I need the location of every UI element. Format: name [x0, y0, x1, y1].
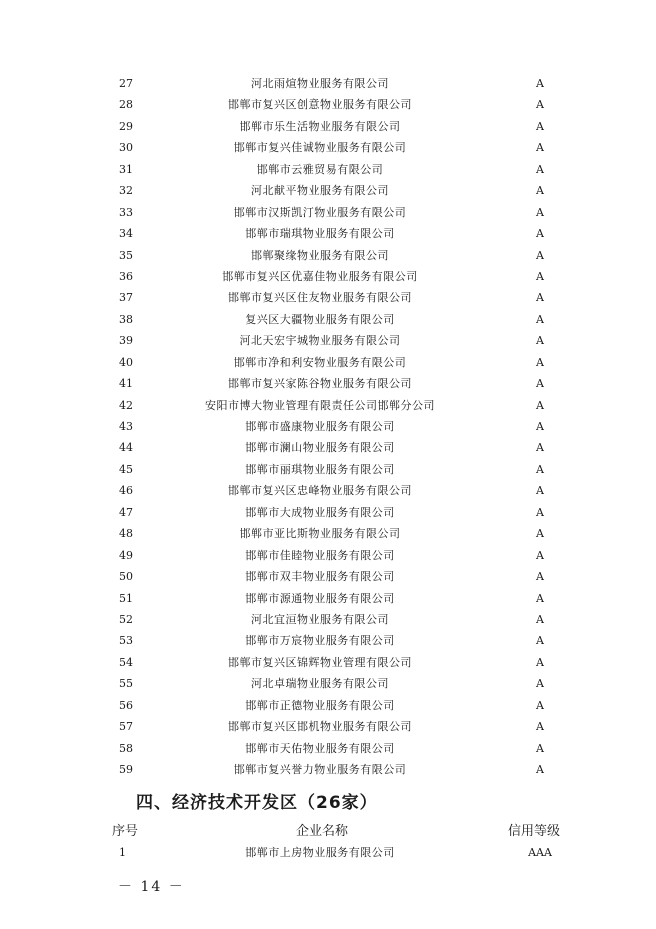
company-name: 邯郸市乐生活物业服务有限公司 [239, 119, 401, 133]
table-row [0, 609, 656, 630]
table-row [0, 116, 656, 137]
row-number: 50 [119, 570, 133, 584]
credit-grade: A [536, 355, 544, 369]
page-number: － 14 － [118, 879, 185, 895]
company-name: 安阳市博大物业管理有限责任公司邯郸分公司 [205, 398, 435, 412]
company-name: 邯郸市佳睦物业服务有限公司 [245, 548, 395, 562]
table-row [0, 652, 656, 673]
table-row [0, 630, 656, 651]
company-name: 邯郸市丽琪物业服务有限公司 [245, 462, 395, 476]
credit-grade: A [536, 570, 544, 584]
header-serial-number: 序号 [112, 824, 139, 839]
row-number: 54 [119, 655, 133, 669]
company-name: 河北天宏宇城物业服务有限公司 [239, 334, 401, 348]
table-row [0, 202, 656, 223]
company-name: 邯郸市净和利安物业服务有限公司 [233, 355, 407, 369]
table-row [0, 73, 656, 94]
section-title: 四、经济技术开发区（26家） [136, 793, 378, 813]
table-row [0, 566, 656, 587]
header-credit-grade: 信用等级 [508, 824, 561, 839]
table-row [0, 545, 656, 566]
table-row [0, 480, 656, 501]
company-name: 邯郸市复兴区优嘉佳物业服务有限公司 [222, 269, 418, 283]
company-name: 邯郸市复兴区创意物业服务有限公司 [228, 98, 412, 112]
credit-grade: A [536, 398, 544, 412]
company-name: 邯郸市复兴家陈谷物业服务有限公司 [228, 377, 412, 391]
row-number: 28 [119, 98, 133, 112]
row-number: 52 [119, 612, 133, 626]
row-number: 37 [119, 291, 133, 305]
credit-grade: A [536, 291, 544, 305]
table-row [0, 330, 656, 351]
credit-grade: A [536, 269, 544, 283]
company-name: 邯郸市云雅贸易有限公司 [256, 162, 384, 176]
row-number: 34 [119, 227, 133, 241]
credit-grade: A [536, 248, 544, 262]
row-number: 43 [119, 420, 133, 433]
table-row [0, 137, 656, 158]
company-list [0, 73, 656, 780]
company-name: 邯郸市复兴佳诚物业服务有限公司 [233, 141, 407, 155]
company-name: 邯郸市亚比斯物业服务有限公司 [239, 527, 401, 541]
credit-grade: A [536, 634, 544, 648]
table-row [0, 842, 656, 863]
table-row [0, 695, 656, 716]
credit-grade: A [536, 98, 544, 112]
row-number: 59 [119, 763, 133, 776]
row-number: 1 [119, 846, 126, 859]
row-number: 56 [119, 698, 133, 712]
table-row [0, 716, 656, 737]
row-number: 57 [119, 720, 133, 734]
company-name: 邯郸市盛康物业服务有限公司 [245, 420, 395, 433]
table-row [0, 759, 656, 780]
row-number: 46 [119, 484, 133, 498]
table-row [0, 459, 656, 480]
row-number: 38 [119, 312, 133, 326]
row-number: 29 [119, 119, 133, 133]
credit-grade: A [536, 548, 544, 562]
row-number: 30 [119, 141, 133, 155]
table-row [0, 309, 656, 330]
row-number: 41 [119, 377, 133, 391]
credit-grade: A [536, 677, 544, 691]
credit-grade: A [536, 184, 544, 198]
table-row [0, 738, 656, 759]
credit-grade: A [536, 612, 544, 626]
table-row [0, 94, 656, 115]
row-number: 47 [119, 505, 133, 519]
credit-grade: A [536, 334, 544, 348]
table-row [0, 416, 656, 437]
row-number: 32 [119, 184, 133, 198]
header-company-name: 企业名称 [296, 824, 349, 839]
company-name: 邯郸市复兴区锦辉物业管理有限公司 [228, 655, 412, 669]
credit-grade: A [536, 312, 544, 326]
row-number: 53 [119, 634, 133, 648]
table-row [0, 245, 656, 266]
table-row [0, 395, 656, 416]
company-name: 邯郸市万宸物业服务有限公司 [245, 634, 395, 648]
credit-grade: A [536, 119, 544, 133]
credit-grade: A [536, 591, 544, 605]
row-number: 31 [119, 162, 133, 176]
company-name: 邯郸市双丰物业服务有限公司 [245, 570, 395, 584]
credit-grade: A [536, 377, 544, 391]
credit-grade: A [536, 484, 544, 498]
credit-grade: A [536, 205, 544, 219]
table-row [0, 502, 656, 523]
credit-grade: A [536, 462, 544, 476]
row-number: 40 [119, 355, 133, 369]
table-row [0, 673, 656, 694]
company-name: 邯郸市复兴区忠峰物业服务有限公司 [228, 484, 412, 498]
table-row [0, 223, 656, 244]
company-name: 复兴区大疆物业服务有限公司 [245, 312, 395, 326]
table-row [0, 159, 656, 180]
row-number: 27 [119, 77, 133, 90]
company-name: 河北卓瑞物业服务有限公司 [251, 677, 389, 691]
credit-grade: AAA [528, 846, 552, 859]
company-name: 邯郸市复兴区邯机物业服务有限公司 [228, 720, 412, 734]
credit-grade: A [536, 162, 544, 176]
row-number: 42 [119, 398, 133, 412]
row-number: 55 [119, 677, 133, 691]
company-name: 河北雨煊物业服务有限公司 [251, 77, 389, 90]
credit-grade: A [536, 720, 544, 734]
credit-grade: A [536, 441, 544, 455]
table-row [0, 352, 656, 373]
credit-grade: A [536, 655, 544, 669]
table-row [0, 588, 656, 609]
company-name: 邯郸市正德物业服务有限公司 [245, 698, 395, 712]
credit-grade: A [536, 763, 544, 776]
company-name: 河北宜洹物业服务有限公司 [251, 612, 389, 626]
credit-grade: A [536, 527, 544, 541]
row-number: 49 [119, 548, 133, 562]
credit-grade: A [536, 505, 544, 519]
credit-grade: A [536, 141, 544, 155]
row-number: 33 [119, 205, 133, 219]
credit-grade: A [536, 741, 544, 755]
row-number: 58 [119, 741, 133, 755]
row-number: 36 [119, 269, 133, 283]
company-name: 河北献平物业服务有限公司 [251, 184, 389, 198]
row-number: 35 [119, 248, 133, 262]
company-name: 邯郸市大成物业服务有限公司 [245, 505, 395, 519]
company-name: 邯郸聚缘物业服务有限公司 [251, 248, 389, 262]
credit-grade: A [536, 420, 544, 433]
row-number: 44 [119, 441, 133, 455]
company-name: 邯郸市天佑物业服务有限公司 [245, 741, 395, 755]
credit-grade: A [536, 227, 544, 241]
row-number: 51 [119, 591, 133, 605]
credit-grade: A [536, 698, 544, 712]
table-row [0, 523, 656, 544]
table-row [0, 373, 656, 394]
company-name: 邯郸市源通物业服务有限公司 [245, 591, 395, 605]
company-name: 邯郸市汉斯凯汀物业服务有限公司 [233, 205, 407, 219]
table-row [0, 437, 656, 458]
table-row [0, 287, 656, 308]
company-name: 邯郸市上房物业服务有限公司 [245, 846, 395, 859]
row-number: 39 [119, 334, 133, 348]
company-name: 邯郸市复兴区住友物业服务有限公司 [228, 291, 412, 305]
row-number: 48 [119, 527, 133, 541]
table-row [0, 180, 656, 201]
company-name: 邯郸市瑞琪物业服务有限公司 [245, 227, 395, 241]
row-number: 45 [119, 462, 133, 476]
company-name: 邯郸市复兴誉力物业服务有限公司 [233, 763, 407, 776]
company-name: 邯郸市澜山物业服务有限公司 [245, 441, 395, 455]
credit-grade: A [536, 77, 544, 90]
table-row [0, 266, 656, 287]
